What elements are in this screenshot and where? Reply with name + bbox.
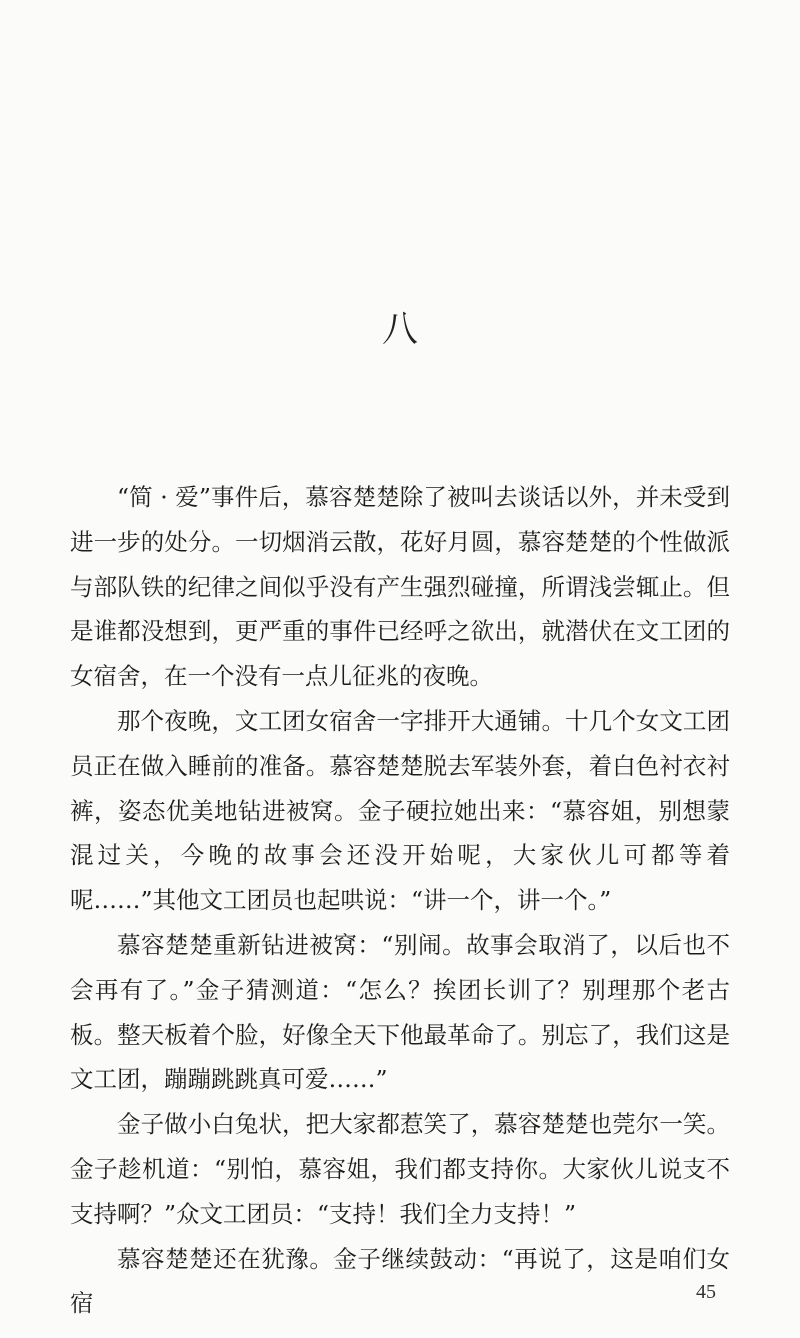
paragraph: 那个夜晚，文工团女宿舍一字排开大通铺。十几个女文工团员正在做入睡前的准备。慕容楚楚脱去军装外套，着白色衬衣衬裤，姿态优美地钻进被窝。金子硬拉她出来：“慕容姐，别想蒙混过关，今晚的故事会还没开始呢，大家伙儿可都等着呢……”其他文工团员也起哄说：“讲一个，讲一个。” xyxy=(70,706,730,915)
paragraph: “简 · 爱”事件后，慕容楚楚除了被叫去谈话以外，并未受到进一步的处分。一切烟消云散，花好月圆，慕容楚楚的个性做派与部队铁的纪律之间似乎没有产生强烈碰撞，所谓浅尝辄止。但是谁都没想到，更严重的事件已经呼之欲出，就潜伏在文工团的女宿舍，在一个没有一点儿征兆的夜晚。 xyxy=(70,483,730,691)
paragraph: 慕容楚楚还在犹豫。金子继续鼓动：“再说了，这是咱们女宿 xyxy=(70,1244,730,1318)
paragraph: 金子做小白兔状，把大家都惹笑了，慕容楚楚也莞尔一笑。金子趁机道：“别怕，慕容姐，我们都支持你。大家伙儿说支不支持啊？”众文工团员：“支持！我们全力支持！” xyxy=(70,1110,730,1228)
page-number: 45 xyxy=(696,1281,716,1303)
paragraph: 慕容楚楚重新钻进被窝：“别闹。故事会取消了，以后也不会再有了。”金子猜测道：“怎么？挨团长训了？别理那个老古板。整天板着个脸，好像全天下他最革命了。别忘了，我们这是文工团，蹦蹦跳跳真可爱……” xyxy=(70,930,730,1094)
chapter-body xyxy=(70,475,730,1326)
chapter-number: 八 xyxy=(381,309,418,350)
